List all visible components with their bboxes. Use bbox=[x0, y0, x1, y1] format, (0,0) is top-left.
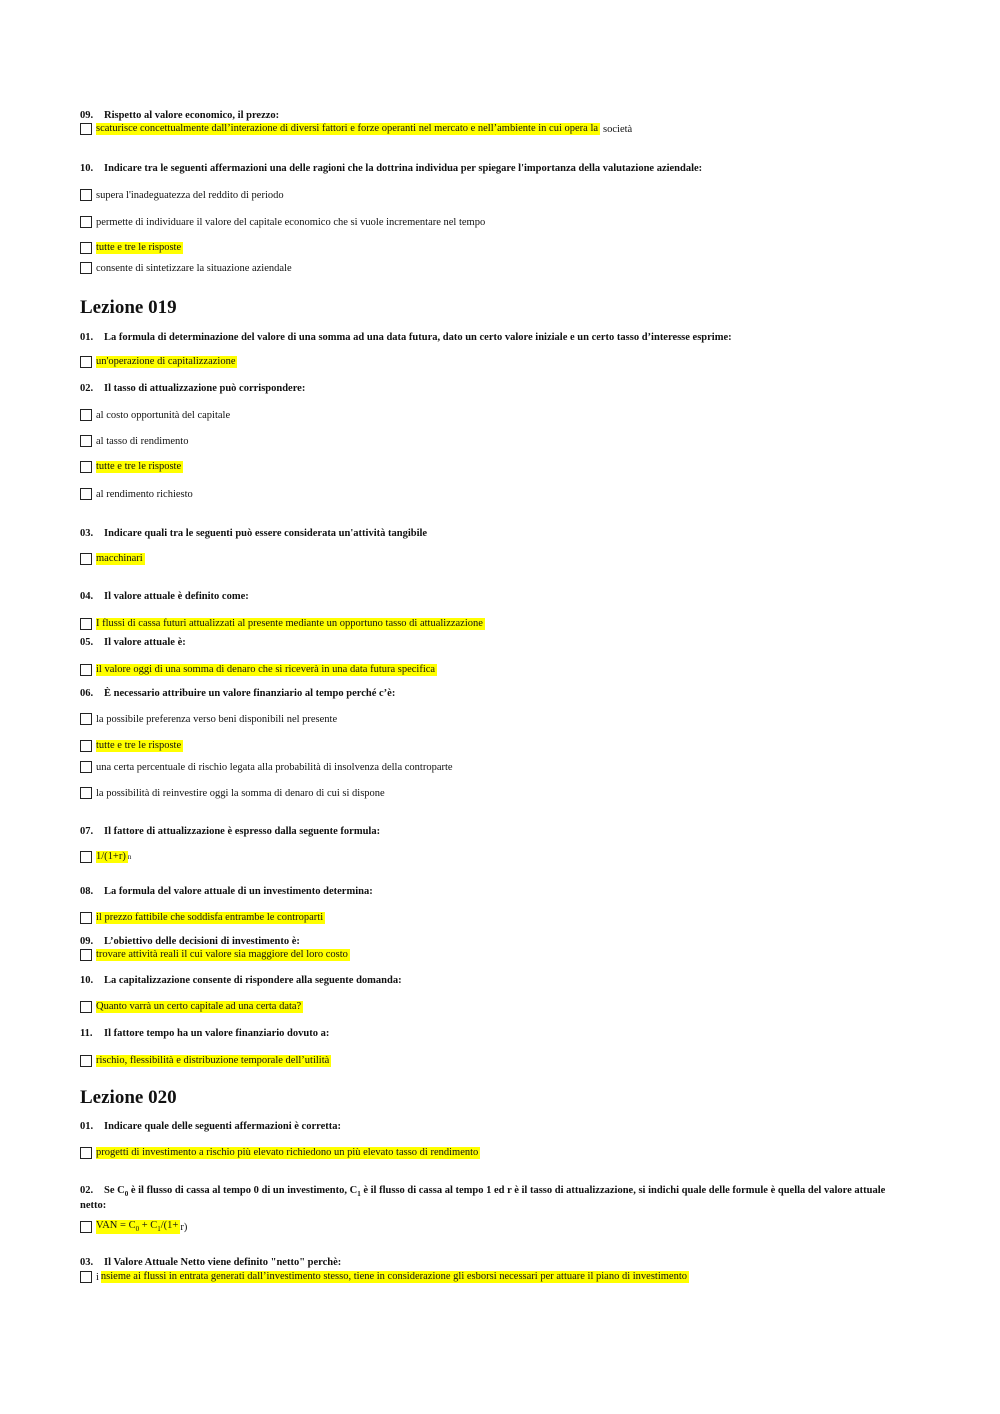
question-05: 05. Il valore attuale è: bbox=[80, 637, 186, 648]
answer-checkbox[interactable] bbox=[80, 618, 92, 630]
answer-checkbox[interactable] bbox=[80, 912, 92, 924]
lesson-title-020: Lezione 020 bbox=[80, 1087, 177, 1108]
answer-checkbox[interactable] bbox=[80, 409, 92, 421]
answer-row: permette di individuare il valore del capitale economico che si vuole incrementare nel tempo bbox=[80, 215, 485, 229]
answer-checkbox[interactable] bbox=[80, 553, 92, 565]
answer-row: I flussi di cassa futuri attualizzati al presente mediante un opportuno tasso di attualizzazione bbox=[80, 617, 485, 631]
question-08: 08. La formula del valore attuale di un investimento determina: bbox=[80, 886, 373, 897]
answer-row: la possibile preferenza verso beni disponibili nel presente bbox=[80, 712, 337, 726]
question-04: 04. Il valore attuale è definito come: bbox=[80, 591, 249, 602]
answer-checkbox[interactable] bbox=[80, 262, 92, 274]
answer-checkbox[interactable] bbox=[80, 787, 92, 799]
answer-row: supera l'inadeguatezza del reddito di periodo bbox=[80, 188, 284, 202]
answer-row: tutte e tre le risposte bbox=[80, 739, 183, 753]
question-09-prezzo: 09. Rispetto al valore economico, il prezzo: bbox=[80, 110, 280, 121]
answer-row: Quanto varrà un certo capitale ad una certa data? bbox=[80, 1000, 303, 1014]
answer-row: macchinari bbox=[80, 552, 145, 566]
answer-checkbox[interactable] bbox=[80, 740, 92, 752]
answer-row: progetti di investimento a rischio più elevato richiedono un più elevato tasso di rendimento bbox=[80, 1146, 480, 1160]
question-07: 07. Il fattore di attualizzazione è espresso dalla seguente formula: bbox=[80, 826, 381, 837]
answer-row: consente di sintetizzare la situazione aziendale bbox=[80, 261, 292, 275]
answer-checkbox[interactable] bbox=[80, 356, 92, 368]
answer-row: il prezzo fattibile che soddisfa entrambe le controparti bbox=[80, 911, 325, 925]
answer-row: scaturisce concettualmente dall’interazione di diversi fattori e forze operanti nel mercato e nell’ambiente in cui opera la società bbox=[80, 122, 632, 136]
answer-checkbox[interactable] bbox=[80, 435, 92, 447]
answer-checkbox[interactable] bbox=[80, 1001, 92, 1013]
answer-checkbox[interactable] bbox=[80, 949, 92, 961]
answer-checkbox[interactable] bbox=[80, 123, 92, 135]
answer-checkbox[interactable] bbox=[80, 713, 92, 725]
question-01: 01. La formula di determinazione del valore di una somma ad una data futura, dato un certo valore iniziale e un certo tasso d’interesse esprime: bbox=[80, 332, 732, 343]
answer-checkbox[interactable] bbox=[80, 242, 92, 254]
lesson-title-019: Lezione 019 bbox=[80, 297, 177, 318]
question-02: 02. Se $C_0$ è il flusso di cassa al tempo 0 di un investimento, $C_1$ è il flusso di cassa al tempo 1 ed r è il tasso di attualizzazione, si indichi quale delle formule è quella del valore attuale netto: bbox=[80, 1185, 886, 1212]
answer-row: al rendimento richiesto bbox=[80, 487, 193, 501]
answer-checkbox[interactable] bbox=[80, 1221, 92, 1233]
answer-checkbox[interactable] bbox=[80, 1271, 92, 1283]
answer-checkbox[interactable] bbox=[80, 461, 92, 473]
answer-row: VAN = $C_0 + C_1/(1+$ r) bbox=[80, 1220, 187, 1234]
question-10: 10. La capitalizzazione consente di rispondere alla seguente domanda: bbox=[80, 975, 402, 986]
answer-row: rischio, flessibilità e distribuzione temporale dell’utilità bbox=[80, 1054, 331, 1068]
question-01: 01. Indicare quale delle seguenti affermazioni è corretta: bbox=[80, 1121, 341, 1132]
answer-row: tutte e tre le risposte bbox=[80, 241, 183, 255]
answer-row: 1/(1+r) n bbox=[80, 850, 131, 864]
answer-checkbox[interactable] bbox=[80, 216, 92, 228]
answer-row: al costo opportunità del capitale bbox=[80, 408, 230, 422]
answer-checkbox[interactable] bbox=[80, 664, 92, 676]
answer-row: al tasso di rendimento bbox=[80, 434, 188, 448]
answer-checkbox[interactable] bbox=[80, 1147, 92, 1159]
answer-checkbox[interactable] bbox=[80, 851, 92, 863]
question-09: 09. L’obiettivo delle decisioni di investimento è: bbox=[80, 936, 300, 947]
answer-checkbox[interactable] bbox=[80, 761, 92, 773]
answer-row: un'operazione di capitalizzazione bbox=[80, 355, 237, 369]
answer-checkbox[interactable] bbox=[80, 189, 92, 201]
answer-row: tutte e tre le risposte bbox=[80, 460, 183, 474]
question-11: 11. Il fattore tempo ha un valore finanziario dovuto a: bbox=[80, 1028, 330, 1039]
question-03: 03. Indicare quali tra le seguenti può essere considerata un'attività tangibile bbox=[80, 528, 428, 539]
answer-row: trovare attività reali il cui valore sia maggiore del loro costo bbox=[80, 948, 350, 962]
question-03: 03. Il Valore Attuale Netto viene definito "netto" perchè: bbox=[80, 1257, 342, 1268]
question-10-valutazione: 10. Indicare tra le seguenti affermazioni una delle ragioni che la dottrina individua per spiegare l'importanza della valutazione aziendale: bbox=[80, 163, 703, 174]
answer-checkbox[interactable] bbox=[80, 488, 92, 500]
question-06: 06. È necessario attribuire un valore finanziario al tempo perché c’è: bbox=[80, 688, 396, 699]
answer-row: la possibilità di reinvestire oggi la somma di denaro di cui si dispone bbox=[80, 786, 385, 800]
answer-row: una certa percentuale di rischio legata alla probabilità di insolvenza della controparte bbox=[80, 760, 453, 774]
answer-row: il valore oggi di una somma di denaro che si riceverà in una data futura specifica bbox=[80, 663, 437, 677]
answer-row: i nsieme ai flussi in entrata generati dall’investimento stesso, tiene in considerazione gli esborsi necessari per attuare il piano di investimento bbox=[80, 1270, 689, 1284]
answer-checkbox[interactable] bbox=[80, 1055, 92, 1067]
question-02: 02. Il tasso di attualizzazione può corrispondere: bbox=[80, 383, 306, 394]
